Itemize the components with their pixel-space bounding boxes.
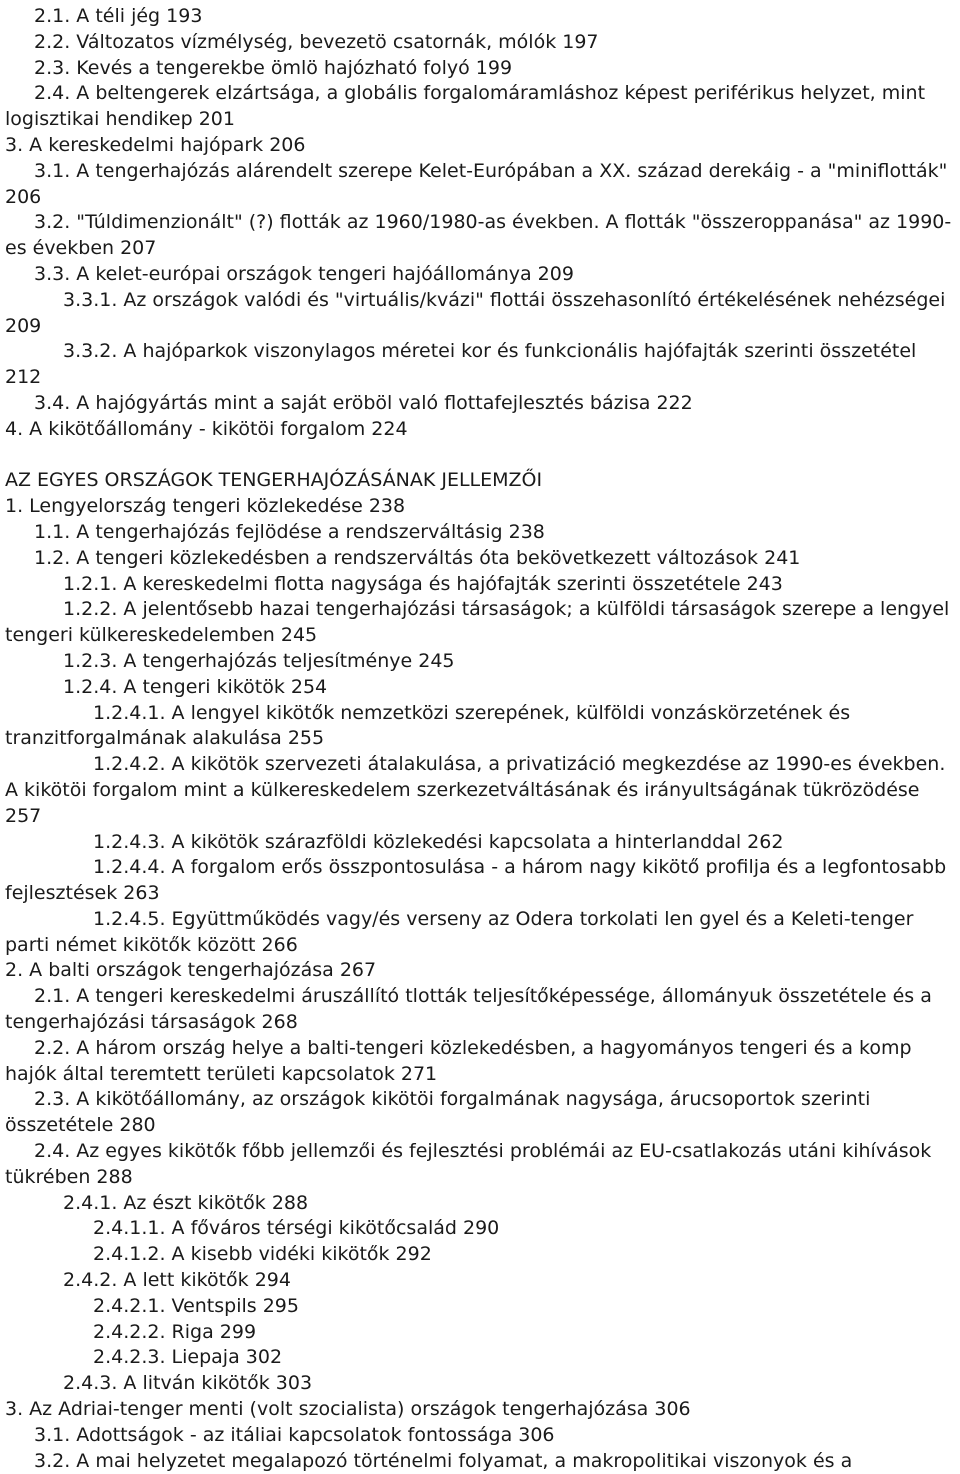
toc-entry: 2.4.2.1. Ventspils 295 bbox=[93, 1294, 299, 1317]
toc-entry: 3.4. A hajógyártás mint a saját eröböl való flottafejlesztés bázisa 222 bbox=[34, 391, 693, 414]
toc-entry: 1.2.4.2. A kikötök szervezeti átalakulása, a privatizáció megkezdése az 1990-es években. A kikötöi forgalom mint a külkereskedelem szerkezetváltásának és irányultságának tükrözödése 257 bbox=[5, 753, 946, 827]
toc-entry: 1.1. A tengerhajózás fejlödése a rendszerváltásig 238 bbox=[34, 520, 545, 543]
toc-entry: 2.1. A téli jég 193 bbox=[34, 5, 203, 27]
toc-entry: 2.4. A beltengerek elzártsága, a globális forgalomáramláshoz képest periférikus helyzet, mint logisztikai hendikep 201 bbox=[5, 82, 926, 131]
toc-entry: 2.2. A három ország helye a balti-tengeri közlekedésben, a hagyományos tengeri és a komp hajók által teremtett területi kapcsolatok 271 bbox=[5, 1036, 912, 1085]
toc-entry: 2.4.3. A litván kikötők 303 bbox=[63, 1372, 313, 1395]
toc-entry: 3.3. A kelet-európai országok tengeri hajóállománya 209 bbox=[34, 262, 574, 285]
toc-entry: 3.1. A tengerhajózás alárendelt szerepe Kelet-Európában a XX. század derekáig - a "miniflották" 206 bbox=[5, 159, 948, 208]
toc-entry: 1.2.2. A jelentősebb hazai tengerhajózási társaságok; a külföldi társaságok szerepe a lengyel tengeri külkereskedelemben 245 bbox=[5, 598, 950, 647]
toc-entry: 2.4.1.2. A kisebb vidéki kikötők 292 bbox=[93, 1243, 432, 1266]
toc-entry: 1.2.4. A tengeri kikötök 254 bbox=[63, 675, 328, 698]
toc-entry: 2.4.1. Az észt kikötők 288 bbox=[63, 1191, 309, 1214]
toc-entry: 2.4.2.2. Riga 299 bbox=[93, 1320, 257, 1343]
toc-entry: 1.2. A tengeri közlekedésben a rendszerváltás óta bekövetkezett változások 241 bbox=[34, 546, 801, 569]
toc-entry: 3.1. Adottságok - az itáliai kapcsolatok fontossága 306 bbox=[34, 1423, 555, 1446]
toc-entry: 1.2.4.4. A forgalom erős összpontosulása - a három nagy kikötő profilja és a legfontosabb fejlesztések 263 bbox=[5, 856, 947, 905]
toc-entry: 1.2.1. A kereskedelmi flotta nagysága és hajófajták szerinti összetétele 243 bbox=[63, 572, 783, 595]
toc-entry: 4. A kikötőállomány - kikötöi forgalom 224 bbox=[5, 417, 408, 440]
toc-entry: 3.2. "Túldimenzionált" (?) flották az 1960/1980-as években. A flották "összeroppanása" az 1990-es években 207 bbox=[5, 211, 952, 260]
toc-entry: 1.2.4.3. A kikötök szárazföldi közlekedési kapcsolata a hinterlanddal 262 bbox=[93, 830, 784, 853]
toc-entry: 1. Lengyelország tengeri közlekedése 238 bbox=[5, 495, 406, 518]
toc-entry: 3.2. A mai helyzetet megalapozó történelmi folyamat, a makropolitikai viszonyok és a bbox=[34, 1449, 853, 1472]
toc-entry: 1.2.4.5. Együttműködés vagy/és verseny az Odera torkolati len gyel és a Keleti-tenger parti német kikötők között 266 bbox=[5, 907, 914, 956]
toc-entry: 2.3. Kevés a tengerekbe ömlö hajózható folyó 199 bbox=[34, 56, 513, 79]
toc-entry: 3.3.1. Az országok valódi és "virtuális/kvázi" flottái összehasonlító értékelésének nehézségei 209 bbox=[5, 288, 946, 337]
toc-entry: 2. A balti országok tengerhajózása 267 bbox=[5, 959, 377, 982]
blank-line bbox=[5, 443, 955, 469]
toc-entry: 3. Az Adriai-tenger menti (volt szocialista) országok tengerhajózása 306 bbox=[5, 1398, 691, 1421]
toc-entry: 2.4.2. A lett kikötők 294 bbox=[63, 1269, 291, 1292]
toc-entry: 2.4.1.1. A főváros térségi kikötőcsalád 290 bbox=[93, 1217, 500, 1240]
toc-entry: 2.3. A kikötőállomány, az országok kikötöi forgalmának nagysága, árucsoportok szerinti összetétele 280 bbox=[5, 1088, 871, 1137]
toc-entry: 2.1. A tengeri kereskedelmi áruszállító tlották teljesítőképessége, állományuk összetétele és a tengerhajózási társaságok 268 bbox=[5, 985, 932, 1034]
toc-entry: AZ EGYES ORSZÁGOK TENGERHAJÓZÁSÁNAK JELLEMZŐI bbox=[5, 469, 543, 492]
toc-entry: 2.4. Az egyes kikötők főbb jellemzői és fejlesztési problémái az EU-csatlakozás utáni kihívások tükrében 288 bbox=[5, 1140, 932, 1188]
toc-entry: 3. A kereskedelmi hajópark 206 bbox=[5, 133, 306, 156]
toc-entry: 2.2. Változatos vízmélység, bevezetö csatornák, mólók 197 bbox=[34, 30, 599, 53]
toc-entry: 2.4.2.3. Liepaja 302 bbox=[93, 1346, 283, 1369]
toc-entry: 1.2.3. A tengerhajózás teljesítménye 245 bbox=[63, 649, 455, 672]
toc-entry: 1.2.4.1. A lengyel kikötők nemzetközi szerepének, külföldi vonzáskörzetének és tranzitforgalmának alakulása 255 bbox=[5, 701, 851, 750]
toc-entry: 3.3.2. A hajóparkok viszonylagos méretei kor és funkcionális hajófajták szerinti összetétel 212 bbox=[5, 340, 917, 389]
table-of-contents bbox=[5, 4, 955, 1474]
